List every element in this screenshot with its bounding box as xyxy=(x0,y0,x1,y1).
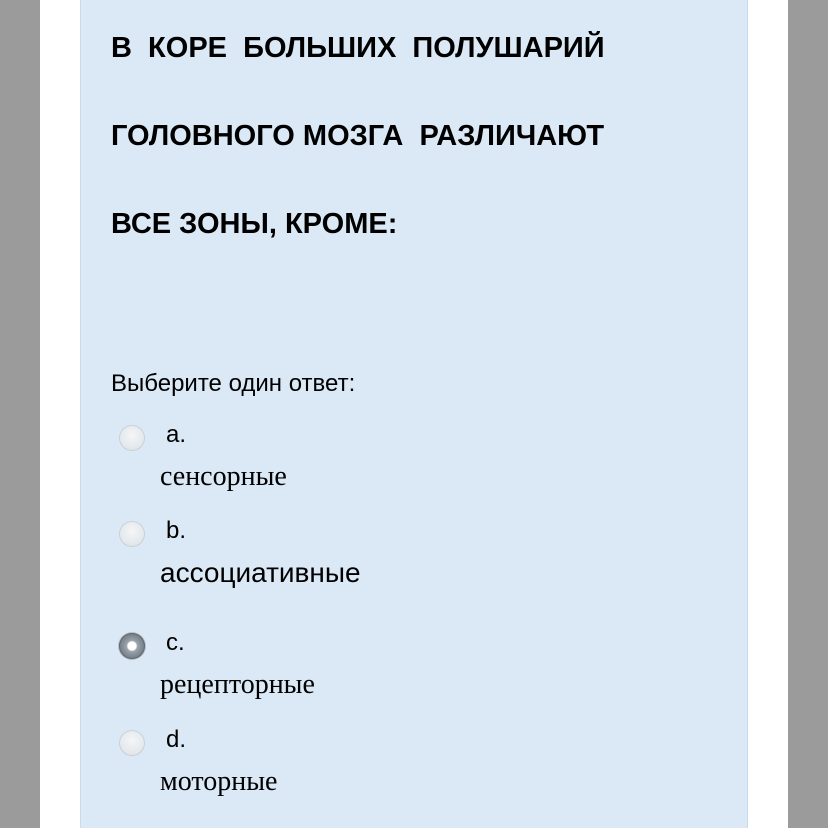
question-line-1: В КОРЕ БОЛЬШИХ ПОЛУШАРИЙ xyxy=(111,32,605,64)
option-c-letter: c. xyxy=(166,629,185,656)
option-b-text: ассоциативные xyxy=(160,557,361,588)
question-line-2: ГОЛОВНОГО МОЗГА РАЗЛИЧАЮТ xyxy=(111,120,605,152)
option-a[interactable] xyxy=(119,421,519,501)
option-d-radio[interactable] xyxy=(119,730,145,756)
option-c-text: рецепторные xyxy=(160,669,315,700)
option-a-letter: a. xyxy=(166,421,187,448)
option-a-text: сенсорные xyxy=(160,461,287,492)
option-d[interactable] xyxy=(119,726,519,806)
option-d-letter: d. xyxy=(166,726,187,753)
option-b-letter: b. xyxy=(166,517,187,544)
option-a-radio[interactable] xyxy=(119,425,145,451)
option-c-radio-selected[interactable] xyxy=(119,633,145,659)
question-card xyxy=(80,0,748,828)
page-sheet xyxy=(40,0,788,828)
option-b[interactable] xyxy=(119,517,519,597)
option-c[interactable] xyxy=(119,629,519,709)
answer-prompt: Выберите один ответ: xyxy=(111,370,356,397)
option-d-text: моторные xyxy=(160,766,278,797)
question-line-3: ВСЕ ЗОНЫ, КРОМЕ: xyxy=(111,208,398,240)
option-b-radio[interactable] xyxy=(119,521,145,547)
